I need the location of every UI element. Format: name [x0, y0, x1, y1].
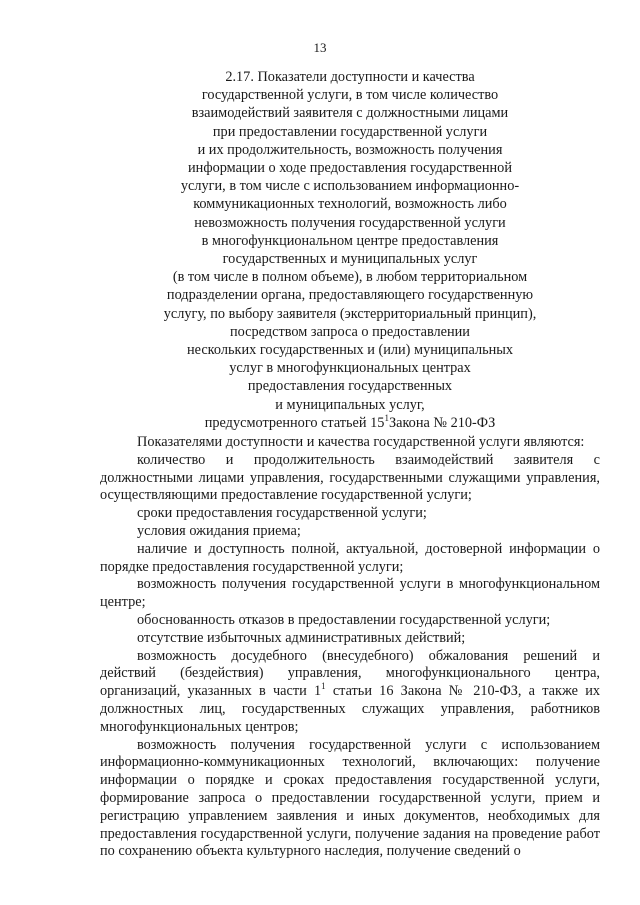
heading-line: подразделении органа, предоставляющего государственную — [166, 287, 534, 304]
heading-line: в многофункциональном центре предоставления — [201, 232, 499, 249]
list-item: отсутствие избыточных административных действий; — [137, 629, 466, 646]
heading-line: информации о ходе предоставления государственной — [188, 160, 512, 177]
heading-line: взаимодействий заявителя с должностными лицами — [191, 105, 509, 122]
section-heading — [100, 68, 600, 432]
paragraph-text: возможность досудебного (внесудебного) обжалования решений и действий (бездействия) управления, многофункционального центра, организаций, указанных в части 1 — [100, 647, 600, 700]
paragraph-text: статьи 16 Закона № 210-ФЗ, а также их должностных лиц, государственных служащих управления, работников многофункциональных центров; — [100, 683, 600, 735]
list-item-ict: возможность получения государственной услуги с использованием информационно-коммуникационных технологий, включающих: получение информации о порядке и сроках предоставления государственной услуги, формирование запроса о предоставлении государственной услуги, прием и регистрацию управлением заявления и иных документов, необходимых для предоставления государственной услуги, получение задания на проведение работ по сохранению объекта культурного наследия, получение сведений о — [100, 736, 600, 860]
heading-line: и их продолжительность, возможность получения — [197, 141, 503, 158]
document-body — [100, 434, 600, 861]
list-item: сроки предоставления государственной услуги; — [137, 505, 427, 522]
heading-line: и муниципальных услуг, — [275, 396, 425, 413]
list-item: обоснованность отказов в предоставлении государственной услуги; — [137, 611, 551, 628]
page-number: 13 — [313, 40, 327, 55]
list-item: количество и продолжительность взаимодействий заявителя с должностными лицами управления, государственными служащими управления, осуществляющими предоставление государственной услуги; — [100, 451, 600, 504]
heading-line: коммуникационных технологий, возможность либо — [193, 196, 507, 213]
paragraph-intro: Показателями доступности и качества государственной услуги являются: — [137, 434, 585, 450]
heading-line-last — [100, 414, 600, 432]
list-item: возможность получения государственной услуги в многофункциональном центре; — [100, 576, 600, 611]
heading-line: предоставления государственных — [247, 378, 453, 395]
heading-line: услуги, в том числе с использованием информационно- — [180, 178, 520, 195]
heading-line: государственной услуги, в том числе количество — [201, 87, 499, 104]
heading-line: (в том числе в полном объеме), в любом территориальном — [172, 269, 528, 286]
heading-line: услугу, по выбору заявителя (экстерриториальный принцип), — [163, 305, 537, 322]
heading-text: Закона № 210-ФЗ — [388, 414, 496, 431]
heading-line: 2.17. Показатели доступности и качества — [225, 69, 475, 85]
list-item: условия ожидания приема; — [137, 522, 301, 539]
heading-line: невозможность получения государственной услуги — [194, 214, 506, 231]
heading-line: посредством запроса о предоставлении — [230, 323, 470, 340]
superscript: 1 — [321, 681, 326, 692]
heading-line: нескольких государственных и (или) муниципальных — [186, 342, 513, 359]
superscript: 1 — [384, 413, 389, 424]
heading-line: услуг в многофункциональных центрах — [229, 360, 471, 377]
list-item: наличие и доступность полной, актуальной, достоверной информации о порядке предоставления государственной услуги; — [100, 540, 600, 575]
heading-line: государственных и муниципальных услуг — [222, 251, 478, 268]
heading-line: при предоставлении государственной услуги — [212, 123, 488, 140]
heading-text: предусмотренного статьей 15 — [204, 414, 385, 431]
list-item-appeal — [100, 648, 600, 737]
